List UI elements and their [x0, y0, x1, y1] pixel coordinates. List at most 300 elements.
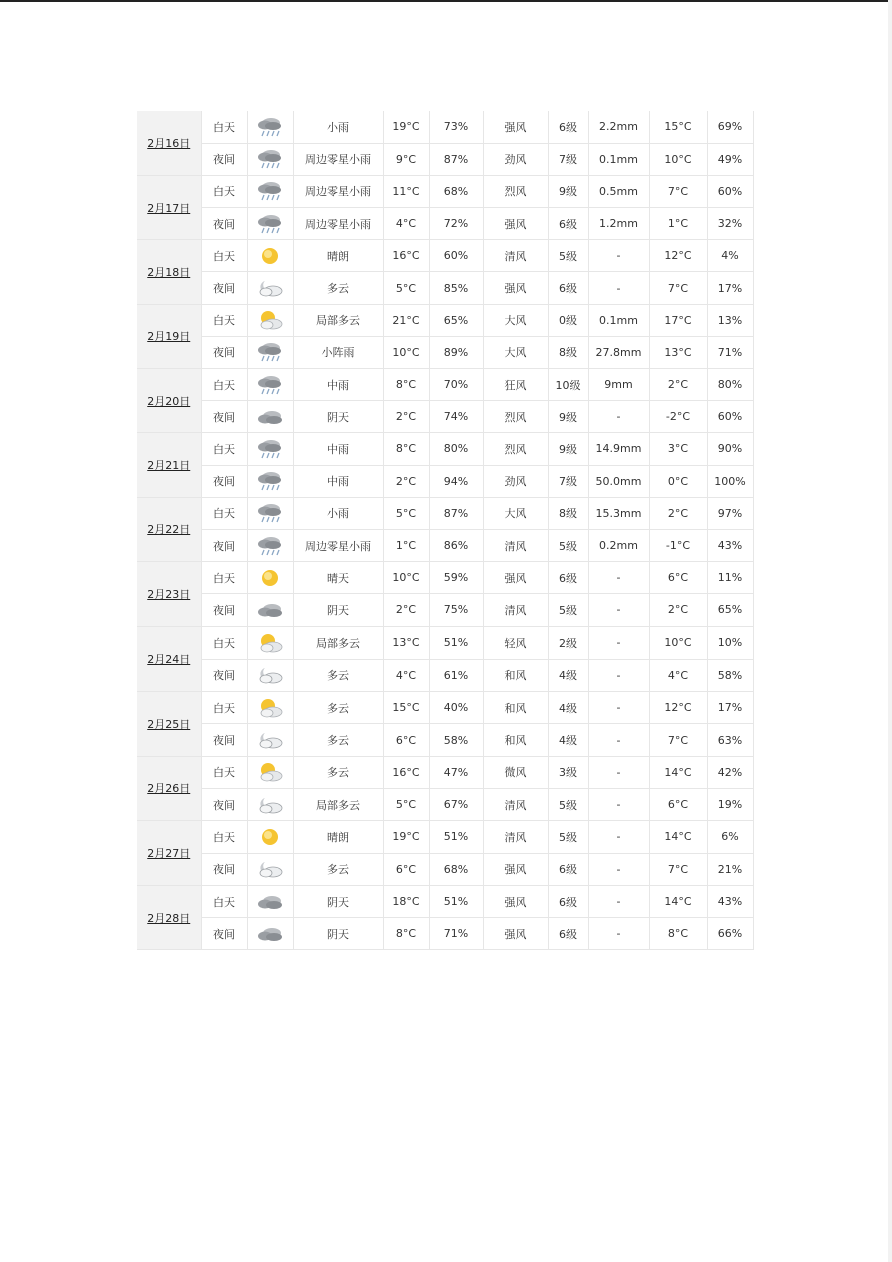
period-cell: 夜间 [201, 853, 247, 885]
table-row [137, 821, 753, 853]
probability-cell: 17% [707, 272, 753, 304]
weather-desc-cell: 小雨 [293, 111, 383, 143]
temperature-cell: 10°C [383, 562, 429, 594]
cloudy-night-icon [248, 664, 293, 686]
weather-icon-cell [247, 756, 293, 788]
probability-cell: 100% [707, 465, 753, 497]
weather-desc-cell: 局部多云 [293, 788, 383, 820]
forecast-table [137, 627, 754, 950]
precipitation-cell: - [588, 756, 649, 788]
precipitation-cell: - [588, 724, 649, 756]
humidity-cell: 86% [429, 529, 483, 561]
weather-desc-cell: 周边零星小雨 [293, 143, 383, 175]
sun-icon [248, 245, 293, 267]
period-cell: 夜间 [201, 529, 247, 561]
period-cell: 夜间 [201, 208, 247, 240]
wind-level-cell: 5级 [548, 240, 588, 272]
weather-desc-cell: 局部多云 [293, 627, 383, 659]
temperature-cell: 2°C [383, 594, 429, 626]
precipitation-cell: - [588, 659, 649, 691]
weather-icon-cell [247, 885, 293, 917]
table-row [137, 143, 753, 175]
date-link[interactable]: 2月16日 [137, 111, 201, 175]
temperature-cell: 13°C [383, 627, 429, 659]
feels-like-cell: 7°C [649, 272, 707, 304]
weather-icon-cell [247, 659, 293, 691]
weather-icon-cell [247, 369, 293, 401]
weather-icon-cell [247, 465, 293, 497]
probability-cell: 60% [707, 175, 753, 207]
wind-name-cell: 微风 [483, 756, 548, 788]
date-link[interactable]: 2月19日 [137, 304, 201, 368]
weather-icon-cell [247, 143, 293, 175]
temperature-cell: 6°C [383, 724, 429, 756]
table-row [137, 240, 753, 272]
probability-cell: 80% [707, 369, 753, 401]
feels-like-cell: 8°C [649, 918, 707, 950]
period-cell: 白天 [201, 304, 247, 336]
wind-level-cell: 4级 [548, 692, 588, 724]
weather-desc-cell: 局部多云 [293, 304, 383, 336]
precipitation-cell: - [588, 272, 649, 304]
wind-name-cell: 轻风 [483, 627, 548, 659]
weather-icon-cell [247, 304, 293, 336]
feels-like-cell: 10°C [649, 627, 707, 659]
wind-level-cell: 10级 [548, 369, 588, 401]
feels-like-cell: 14°C [649, 756, 707, 788]
feels-like-cell: 14°C [649, 885, 707, 917]
precipitation-cell: 0.5mm [588, 175, 649, 207]
forecast-table [137, 111, 754, 627]
weather-icon-cell [247, 853, 293, 885]
temperature-cell: 5°C [383, 272, 429, 304]
precipitation-cell: - [588, 401, 649, 433]
feels-like-cell: 7°C [649, 175, 707, 207]
precipitation-cell: 1.2mm [588, 208, 649, 240]
date-link[interactable]: 2月24日 [137, 627, 201, 692]
precipitation-cell: 2.2mm [588, 111, 649, 143]
wind-level-cell: 8级 [548, 497, 588, 529]
weather-desc-cell: 周边零星小雨 [293, 175, 383, 207]
probability-cell: 42% [707, 756, 753, 788]
weather-desc-cell: 阴天 [293, 401, 383, 433]
period-cell: 白天 [201, 885, 247, 917]
table-row [137, 401, 753, 433]
temperature-cell: 1°C [383, 529, 429, 561]
table-row [137, 659, 753, 691]
humidity-cell: 72% [429, 208, 483, 240]
humidity-cell: 51% [429, 627, 483, 659]
table-row [137, 885, 753, 917]
temperature-cell: 16°C [383, 240, 429, 272]
weather-icon-cell [247, 724, 293, 756]
period-cell: 夜间 [201, 401, 247, 433]
precipitation-cell: 14.9mm [588, 433, 649, 465]
cloudy-night-icon [248, 729, 293, 751]
temperature-cell: 16°C [383, 756, 429, 788]
humidity-cell: 59% [429, 562, 483, 594]
period-cell: 夜间 [201, 918, 247, 950]
rain-icon [248, 341, 293, 363]
partly-cloudy-icon [248, 309, 293, 331]
wind-name-cell: 大风 [483, 497, 548, 529]
temperature-cell: 15°C [383, 692, 429, 724]
precipitation-cell: - [588, 240, 649, 272]
feels-like-cell: 15°C [649, 111, 707, 143]
probability-cell: 69% [707, 111, 753, 143]
precipitation-cell: - [588, 627, 649, 659]
temperature-cell: 11°C [383, 175, 429, 207]
period-cell: 夜间 [201, 143, 247, 175]
rain-icon [248, 438, 293, 460]
temperature-cell: 9°C [383, 143, 429, 175]
feels-like-cell: 3°C [649, 433, 707, 465]
probability-cell: 19% [707, 788, 753, 820]
wind-level-cell: 9级 [548, 175, 588, 207]
table-row [137, 111, 753, 143]
cloudy-night-icon [248, 277, 293, 299]
wind-level-cell: 4级 [548, 724, 588, 756]
precipitation-cell: 9mm [588, 369, 649, 401]
wind-level-cell: 5级 [548, 594, 588, 626]
wind-name-cell: 劲风 [483, 465, 548, 497]
wind-name-cell: 强风 [483, 853, 548, 885]
humidity-cell: 70% [429, 369, 483, 401]
cloudy-night-icon [248, 858, 293, 880]
weather-desc-cell: 中雨 [293, 433, 383, 465]
wind-name-cell: 烈风 [483, 175, 548, 207]
weather-icon-cell [247, 788, 293, 820]
period-cell: 白天 [201, 433, 247, 465]
weather-icon-cell [247, 111, 293, 143]
humidity-cell: 71% [429, 918, 483, 950]
table-row [137, 272, 753, 304]
humidity-cell: 68% [429, 175, 483, 207]
feels-like-cell: -1°C [649, 529, 707, 561]
temperature-cell: 19°C [383, 111, 429, 143]
wind-name-cell: 清风 [483, 529, 548, 561]
wind-name-cell: 大风 [483, 304, 548, 336]
feels-like-cell: -2°C [649, 401, 707, 433]
weather-icon-cell [247, 175, 293, 207]
humidity-cell: 74% [429, 401, 483, 433]
wind-level-cell: 8级 [548, 336, 588, 368]
table-row [137, 304, 753, 336]
period-cell: 白天 [201, 497, 247, 529]
humidity-cell: 87% [429, 497, 483, 529]
wind-level-cell: 9级 [548, 401, 588, 433]
table-row [137, 756, 753, 788]
precipitation-cell: 0.1mm [588, 304, 649, 336]
probability-cell: 21% [707, 853, 753, 885]
date-link[interactable]: 2月25日 [137, 692, 201, 757]
feels-like-cell: 12°C [649, 240, 707, 272]
page-right-edge [888, 0, 892, 1262]
probability-cell: 10% [707, 627, 753, 659]
temperature-cell: 8°C [383, 433, 429, 465]
precipitation-cell: - [588, 562, 649, 594]
wind-level-cell: 6级 [548, 918, 588, 950]
period-cell: 白天 [201, 111, 247, 143]
page-top-border [0, 0, 892, 2]
weather-icon-cell [247, 594, 293, 626]
feels-like-cell: 12°C [649, 692, 707, 724]
rain-icon [248, 470, 293, 492]
wind-name-cell: 清风 [483, 788, 548, 820]
period-cell: 夜间 [201, 724, 247, 756]
wind-name-cell: 狂风 [483, 369, 548, 401]
table-row [137, 208, 753, 240]
wind-name-cell: 清风 [483, 240, 548, 272]
date-link[interactable]: 2月20日 [137, 369, 201, 433]
forecast-table-block-2 [137, 627, 753, 950]
humidity-cell: 80% [429, 433, 483, 465]
period-cell: 白天 [201, 369, 247, 401]
date-link[interactable]: 2月21日 [137, 433, 201, 497]
overcast-icon [248, 891, 293, 913]
probability-cell: 63% [707, 724, 753, 756]
weather-desc-cell: 周边零星小雨 [293, 208, 383, 240]
table-row [137, 465, 753, 497]
partly-cloudy-icon [248, 761, 293, 783]
precipitation-cell: 27.8mm [588, 336, 649, 368]
sun-icon [248, 826, 293, 848]
overcast-icon [248, 599, 293, 621]
weather-desc-cell: 阴天 [293, 594, 383, 626]
temperature-cell: 8°C [383, 369, 429, 401]
probability-cell: 32% [707, 208, 753, 240]
probability-cell: 60% [707, 401, 753, 433]
precipitation-cell: 15.3mm [588, 497, 649, 529]
period-cell: 夜间 [201, 465, 247, 497]
weather-icon-cell [247, 562, 293, 594]
period-cell: 白天 [201, 627, 247, 659]
wind-level-cell: 5级 [548, 821, 588, 853]
weather-desc-cell: 多云 [293, 853, 383, 885]
precipitation-cell: - [588, 853, 649, 885]
weather-desc-cell: 小雨 [293, 497, 383, 529]
wind-name-cell: 强风 [483, 272, 548, 304]
weather-desc-cell: 周边零星小雨 [293, 529, 383, 561]
feels-like-cell: 2°C [649, 594, 707, 626]
weather-icon-cell [247, 627, 293, 659]
table-row [137, 562, 753, 594]
table-row [137, 497, 753, 529]
feels-like-cell: 7°C [649, 724, 707, 756]
probability-cell: 65% [707, 594, 753, 626]
weather-icon-cell [247, 529, 293, 561]
probability-cell: 66% [707, 918, 753, 950]
temperature-cell: 18°C [383, 885, 429, 917]
humidity-cell: 73% [429, 111, 483, 143]
wind-name-cell: 强风 [483, 885, 548, 917]
feels-like-cell: 14°C [649, 821, 707, 853]
wind-name-cell: 烈风 [483, 433, 548, 465]
precipitation-cell: 50.0mm [588, 465, 649, 497]
table-row [137, 918, 753, 950]
wind-name-cell: 和风 [483, 692, 548, 724]
temperature-cell: 19°C [383, 821, 429, 853]
weather-desc-cell: 阴天 [293, 918, 383, 950]
humidity-cell: 89% [429, 336, 483, 368]
humidity-cell: 40% [429, 692, 483, 724]
weather-desc-cell: 多云 [293, 692, 383, 724]
humidity-cell: 85% [429, 272, 483, 304]
probability-cell: 11% [707, 562, 753, 594]
date-link[interactable]: 2月27日 [137, 821, 201, 886]
humidity-cell: 67% [429, 788, 483, 820]
rain-icon [248, 116, 293, 138]
table-row [137, 692, 753, 724]
weather-desc-cell: 多云 [293, 724, 383, 756]
wind-level-cell: 6级 [548, 272, 588, 304]
weather-desc-cell: 中雨 [293, 369, 383, 401]
weather-desc-cell: 多云 [293, 272, 383, 304]
feels-like-cell: 6°C [649, 788, 707, 820]
period-cell: 夜间 [201, 272, 247, 304]
temperature-cell: 21°C [383, 304, 429, 336]
weather-desc-cell: 阴天 [293, 885, 383, 917]
precipitation-cell: 0.2mm [588, 529, 649, 561]
partly-cloudy-icon [248, 632, 293, 654]
rain-icon [248, 502, 293, 524]
precipitation-cell: - [588, 885, 649, 917]
temperature-cell: 4°C [383, 208, 429, 240]
date-link[interactable]: 2月26日 [137, 756, 201, 821]
table-row [137, 853, 753, 885]
weather-icon-cell [247, 497, 293, 529]
wind-name-cell: 烈风 [483, 401, 548, 433]
wind-level-cell: 5级 [548, 529, 588, 561]
table-row [137, 788, 753, 820]
period-cell: 夜间 [201, 594, 247, 626]
humidity-cell: 58% [429, 724, 483, 756]
sun-icon [248, 567, 293, 589]
precipitation-cell: - [588, 692, 649, 724]
probability-cell: 90% [707, 433, 753, 465]
feels-like-cell: 1°C [649, 208, 707, 240]
wind-name-cell: 劲风 [483, 143, 548, 175]
wind-level-cell: 7级 [548, 465, 588, 497]
wind-name-cell: 强风 [483, 562, 548, 594]
temperature-cell: 8°C [383, 918, 429, 950]
wind-level-cell: 6级 [548, 111, 588, 143]
wind-level-cell: 5级 [548, 788, 588, 820]
wind-name-cell: 清风 [483, 594, 548, 626]
table-row [137, 175, 753, 207]
weather-icon-cell [247, 336, 293, 368]
feels-like-cell: 7°C [649, 853, 707, 885]
probability-cell: 49% [707, 143, 753, 175]
wind-level-cell: 2级 [548, 627, 588, 659]
period-cell: 夜间 [201, 788, 247, 820]
partly-cloudy-icon [248, 697, 293, 719]
table-row [137, 336, 753, 368]
overcast-icon [248, 923, 293, 945]
temperature-cell: 5°C [383, 497, 429, 529]
table-row [137, 433, 753, 465]
table-row [137, 627, 753, 659]
humidity-cell: 51% [429, 821, 483, 853]
feels-like-cell: 2°C [649, 369, 707, 401]
table-row [137, 369, 753, 401]
probability-cell: 58% [707, 659, 753, 691]
weather-desc-cell: 中雨 [293, 465, 383, 497]
wind-level-cell: 6级 [548, 562, 588, 594]
date-link[interactable]: 2月17日 [137, 175, 201, 239]
probability-cell: 43% [707, 885, 753, 917]
wind-name-cell: 和风 [483, 659, 548, 691]
wind-name-cell: 强风 [483, 208, 548, 240]
humidity-cell: 61% [429, 659, 483, 691]
feels-like-cell: 10°C [649, 143, 707, 175]
wind-level-cell: 3级 [548, 756, 588, 788]
probability-cell: 17% [707, 692, 753, 724]
weather-desc-cell: 多云 [293, 659, 383, 691]
precipitation-cell: 0.1mm [588, 143, 649, 175]
precipitation-cell: - [588, 821, 649, 853]
temperature-cell: 6°C [383, 853, 429, 885]
humidity-cell: 65% [429, 304, 483, 336]
wind-name-cell: 和风 [483, 724, 548, 756]
feels-like-cell: 6°C [649, 562, 707, 594]
weather-icon-cell [247, 918, 293, 950]
rain-icon [248, 148, 293, 170]
wind-level-cell: 0级 [548, 304, 588, 336]
humidity-cell: 60% [429, 240, 483, 272]
weather-desc-cell: 晴天 [293, 562, 383, 594]
table-row [137, 529, 753, 561]
period-cell: 白天 [201, 692, 247, 724]
period-cell: 白天 [201, 175, 247, 207]
table-row [137, 594, 753, 626]
period-cell: 白天 [201, 756, 247, 788]
humidity-cell: 51% [429, 885, 483, 917]
rain-icon [248, 180, 293, 202]
wind-level-cell: 9级 [548, 433, 588, 465]
weather-desc-cell: 晴朗 [293, 821, 383, 853]
probability-cell: 6% [707, 821, 753, 853]
humidity-cell: 75% [429, 594, 483, 626]
weather-icon-cell [247, 401, 293, 433]
wind-name-cell: 大风 [483, 336, 548, 368]
date-link[interactable]: 2月22日 [137, 497, 201, 561]
probability-cell: 4% [707, 240, 753, 272]
cloudy-night-icon [248, 794, 293, 816]
probability-cell: 13% [707, 304, 753, 336]
temperature-cell: 5°C [383, 788, 429, 820]
probability-cell: 97% [707, 497, 753, 529]
date-link[interactable]: 2月23日 [137, 562, 201, 626]
feels-like-cell: 0°C [649, 465, 707, 497]
humidity-cell: 68% [429, 853, 483, 885]
forecast-table-block-1 [137, 111, 753, 627]
date-link[interactable]: 2月18日 [137, 240, 201, 304]
precipitation-cell: - [588, 594, 649, 626]
humidity-cell: 47% [429, 756, 483, 788]
wind-level-cell: 4级 [548, 659, 588, 691]
weather-icon-cell [247, 433, 293, 465]
wind-level-cell: 7级 [548, 143, 588, 175]
period-cell: 白天 [201, 562, 247, 594]
date-link[interactable]: 2月28日 [137, 885, 201, 950]
wind-level-cell: 6级 [548, 853, 588, 885]
weather-icon-cell [247, 692, 293, 724]
probability-cell: 71% [707, 336, 753, 368]
weather-icon-cell [247, 240, 293, 272]
temperature-cell: 2°C [383, 465, 429, 497]
weather-icon-cell [247, 821, 293, 853]
